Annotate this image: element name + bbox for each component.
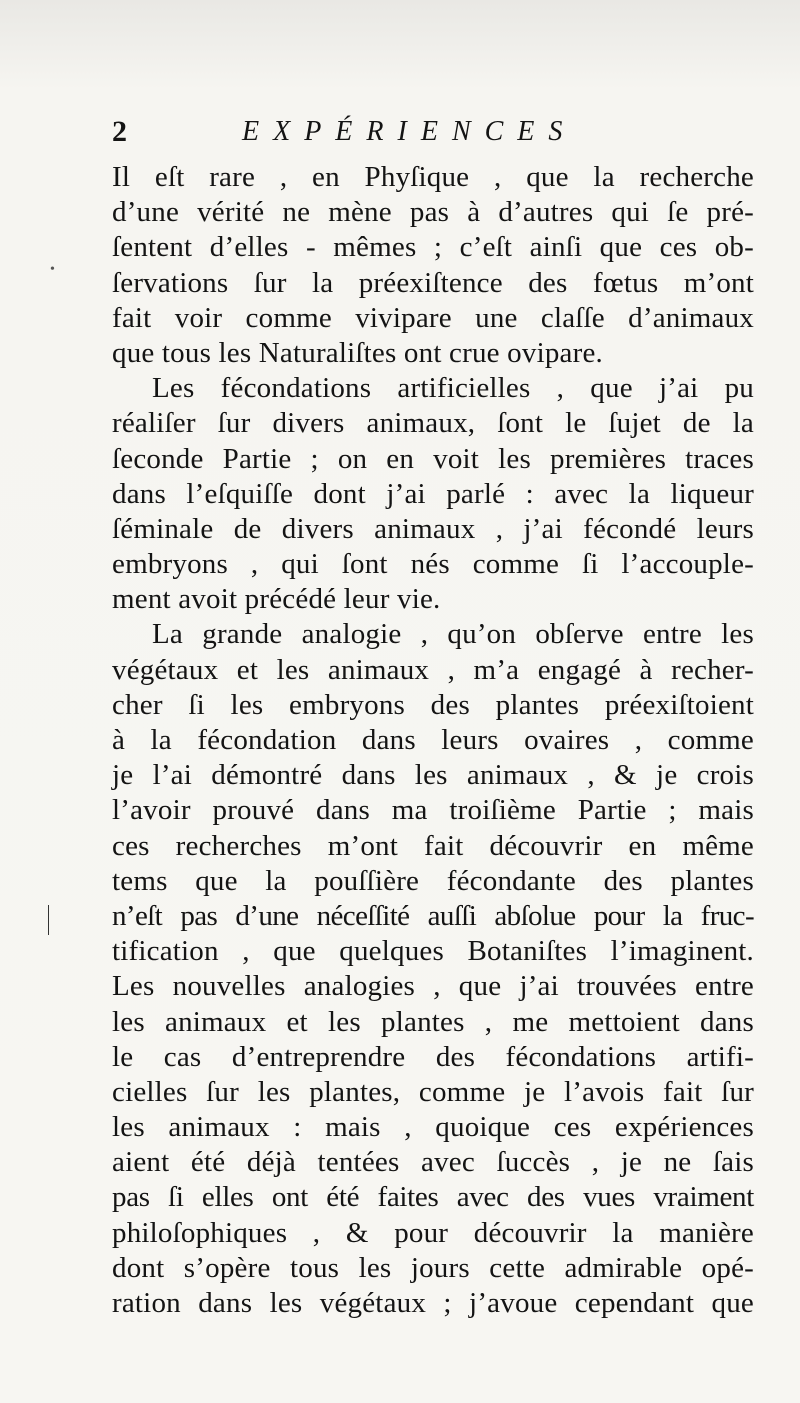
text-line: d’une vérité ne mène pas à d’autres qui ſe pré-: [112, 196, 754, 229]
text-line: les animaux et les plantes , me mettoient dans: [112, 1005, 754, 1038]
running-title: EXPÉRIENCES: [242, 116, 577, 147]
body-text: [112, 160, 754, 1321]
text-line: que tous les Naturaliſtes ont crue ovipare.: [112, 336, 603, 369]
text-line: pas ſi elles ont été faites avec des vues vraiment: [112, 1181, 754, 1214]
running-head: [112, 112, 752, 152]
text-line: l’avoir prouvé dans ma troiſième Partie ; mais: [112, 794, 754, 827]
text-line: embryons , qui ſont nés comme ſi l’accouple-: [112, 548, 754, 581]
text-line: réaliſer ſur divers animaux, ſont le ſujet de la: [112, 407, 754, 440]
text-line: ſeconde Partie ; on en voit les premières traces: [112, 442, 754, 475]
text-line: les animaux : mais , quoique ces expériences: [112, 1111, 754, 1144]
margin-rule: [48, 905, 49, 935]
text-line: fait voir comme vivipare une claſſe d’animaux: [112, 301, 754, 334]
text-line: ſéminale de divers animaux , j’ai fécondé leurs: [112, 512, 754, 545]
text-line: ration dans les végétaux ; j’avoue cependant que: [112, 1287, 754, 1319]
text-line: ſentent d’elles - mêmes ; c’eſt ainſi que ces ob-: [112, 231, 754, 264]
text-line: je l’ai démontré dans les animaux , & je crois: [112, 759, 754, 792]
text-line: tification , que quelques Botaniſtes l’imaginent.: [112, 935, 754, 968]
text-line: La grande analogie , qu’on obſerve entre les: [152, 618, 754, 651]
margin-speck: •: [50, 262, 55, 277]
text-line: végétaux et les animaux , m’a engagé à recher-: [112, 653, 754, 686]
text-line: à la fécondation dans leurs ovaires , comme: [112, 724, 754, 756]
text-line: dans l’eſquiſſe dont j’ai parlé : avec la liqueur: [112, 477, 754, 510]
text-line: Les nouvelles analogies , que j’ai trouvées entre: [112, 970, 754, 1003]
text-line: cher ſi les embryons des plantes préexiſtoient: [112, 688, 754, 721]
text-line: tems que la pouſſière fécondante des plantes: [112, 864, 754, 897]
text-line: Les fécondations artificielles , que j’ai pu: [152, 372, 754, 405]
text-line: ment avoit précédé leur vie.: [112, 583, 441, 616]
text-line: ces recherches m’ont fait découvrir en même: [112, 829, 754, 862]
text-line: aient été déjà tentées avec ſuccès , je ne ſais: [112, 1146, 754, 1179]
text-line: ſervations ſur la préexiſtence des fœtus m’ont: [112, 266, 754, 299]
text-line: dont s’opère tous les jours cette admirable opé-: [112, 1251, 754, 1284]
page-number: 2: [112, 115, 127, 148]
text-line: Il eſt rare , en Phyſique , que la recherche: [112, 161, 754, 193]
text-line: philoſophiques , & pour découvrir la manière: [112, 1216, 754, 1249]
text-line: n’eſt pas d’une néceſſité auſſi abſolue pour la fruc-: [112, 899, 754, 932]
text-line: le cas d’entreprendre des fécondations artifi-: [112, 1040, 754, 1073]
text-line: cielles ſur les plantes, comme je l’avois fait ſur: [112, 1075, 754, 1108]
